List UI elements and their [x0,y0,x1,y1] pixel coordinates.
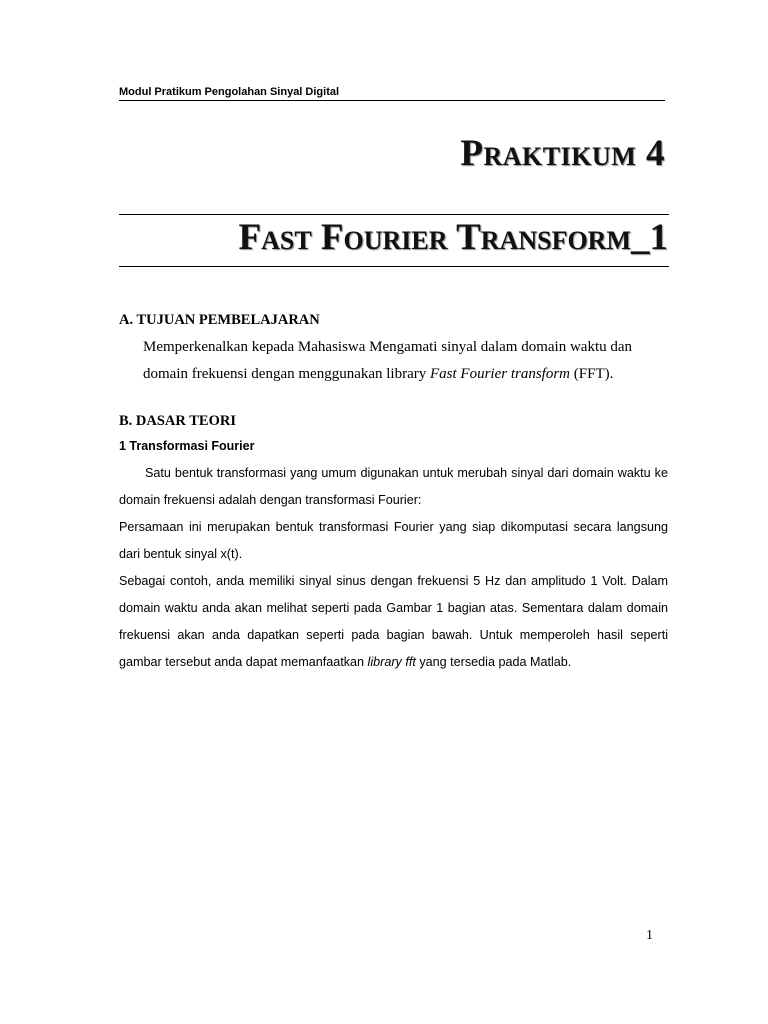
objective-text: Memperkenalkan kepada Mahasiswa Mengamati sinyal dalam domain waktu dan domain frekuensi dengan menggunakan library [143,339,633,382]
objective-text-end: (FFT). [570,366,614,382]
paragraph-1: Satu bentuk transformasi yang umum digunakan untuk merubah sinyal dari domain waktu ke domain frekuensi adalah dengan transformasi Fourier: [119,466,668,507]
subsection-heading: 1 Transformasi Fourier [119,439,255,453]
page-number: 1 [646,928,653,943]
theory-body [119,460,668,676]
paragraph-3-text: Sebagai contoh, anda memiliki sinyal sinus dengan frekuensi 5 Hz dan amplitudo 1 Volt. Dalam domain waktu anda akan melihat seperti pada Gambar 1 bagian atas. Sementara dalam domain frekuensi akan anda dapatkan seperti pada bagian bawah. Untuk memperoleh hasil seperti gambar tersebut anda dapat memanfaatkan [119,574,668,669]
section-a-heading: A. TUJUAN PEMBELAJARAN [119,312,320,328]
document-title: Fast Fourier Transform_1 [238,217,668,258]
running-header: Modul Pratikum Pengolahan Sinyal Digital [119,86,665,101]
paragraph-2: Persamaan ini merupakan bentuk transformasi Fourier yang siap dikomputasi secara langsung dari bentuk sinyal x(t). [119,520,668,561]
paragraph-3-italic-term: library fft [367,655,416,669]
title-rule-bottom [119,266,669,267]
objective-italic-term: Fast Fourier transform [430,366,571,382]
section-b-heading: B. DASAR TEORI [119,413,236,429]
chapter-title: Praktikum 4 [460,133,665,174]
paragraph-3 [119,568,668,676]
learning-objective-paragraph [143,334,663,388]
paragraph-3-text-end: yang tersedia pada Matlab. [415,655,572,669]
